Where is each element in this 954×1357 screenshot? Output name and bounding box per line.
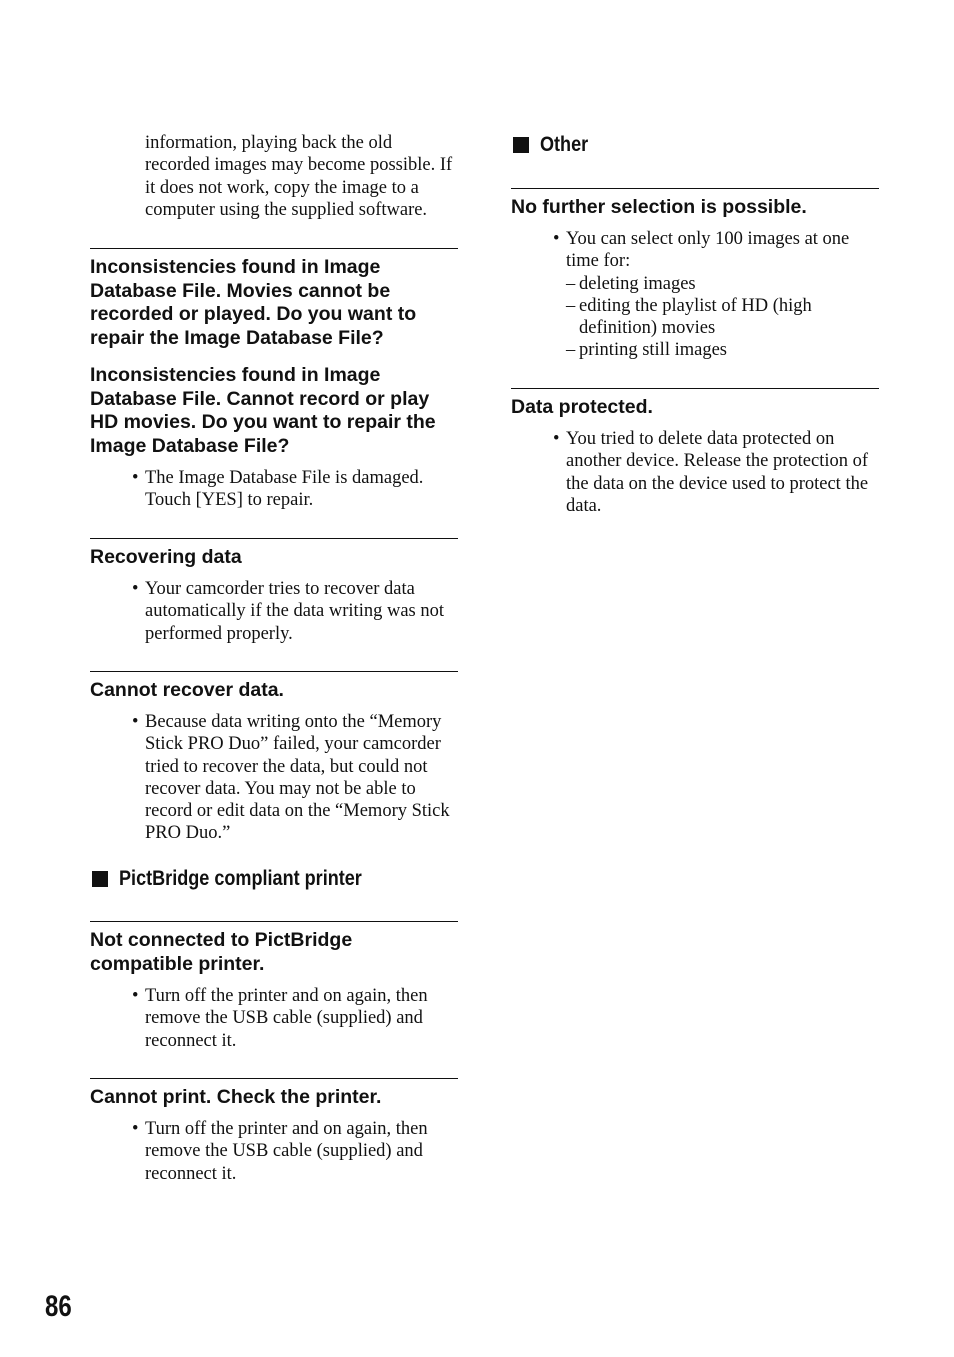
bullet: • (553, 429, 560, 449)
section-title-pictbridge: PictBridge compliant printer (119, 867, 362, 890)
divider (511, 388, 879, 389)
heading-inconsistencies-movies: Inconsistencies found in Image Database File. Movies cannot be recorded or played. Do you want to repair the Image Database File? (90, 256, 417, 349)
body-inconsistencies: The Image Database File is damaged. Touch [YES] to repair. (145, 468, 424, 511)
list-item-deleting: deleting images (579, 274, 696, 294)
divider (90, 1078, 458, 1079)
list-item-editing-playlist: editing the playlist of HD (high definition) movies (579, 296, 812, 339)
section-square-icon (513, 137, 529, 153)
divider (90, 248, 458, 249)
list-item-printing: printing still images (579, 340, 727, 360)
bullet: • (132, 712, 139, 732)
heading-recovering-data: Recovering data (90, 546, 242, 568)
heading-cannot-print: Cannot print. Check the printer. (90, 1086, 382, 1108)
dash: – (566, 296, 576, 316)
body-data-protected: You tried to delete data protected on another device. Release the protection of the data on the device used to protect the data. (566, 429, 869, 516)
body-cannot-print: Turn off the printer and on again, then remove the USB cable (supplied) and reconnect it. (145, 1119, 428, 1184)
divider (90, 538, 458, 539)
body-no-further-selection: You can select only 100 images at one time for: (566, 229, 850, 272)
bullet: • (132, 468, 139, 488)
divider (90, 921, 458, 922)
heading-inconsistencies-hd: Inconsistencies found in Image Database File. Cannot record or play HD movies. Do you want to repair the Image Database File? (90, 364, 436, 457)
bullet: • (553, 229, 560, 249)
dash: – (566, 274, 576, 294)
heading-no-further-selection: No further selection is possible. (511, 196, 807, 218)
dash: – (566, 340, 576, 360)
divider (511, 188, 879, 189)
body-not-connected: Turn off the printer and on again, then remove the USB cable (supplied) and reconnect it. (145, 986, 428, 1051)
body-cannot-recover: Because data writing onto the “Memory Stick PRO Duo” failed, your camcorder tried to recover the data, but could not recover data. You may not be able to record or edit data on the “Memory Stick PRO Duo.” (145, 712, 450, 844)
divider (90, 671, 458, 672)
heading-cannot-recover: Cannot recover data. (90, 679, 284, 701)
heading-data-protected: Data protected. (511, 396, 653, 418)
bullet: • (132, 1119, 139, 1139)
body-recovering-data: Your camcorder tries to recover data automatically if the data writing was not performed properly. (145, 579, 444, 644)
page-number: 86 (45, 1290, 72, 1323)
bullet: • (132, 579, 139, 599)
heading-not-connected: Not connected to PictBridge compatible printer. (90, 929, 353, 975)
continued-text: information, playing back the old recorded images may become possible. If it does not work, copy the image to a computer using the supplied software. (145, 133, 453, 220)
section-title-other: Other (540, 133, 589, 156)
bullet: • (132, 986, 139, 1006)
section-square-icon (92, 871, 108, 887)
